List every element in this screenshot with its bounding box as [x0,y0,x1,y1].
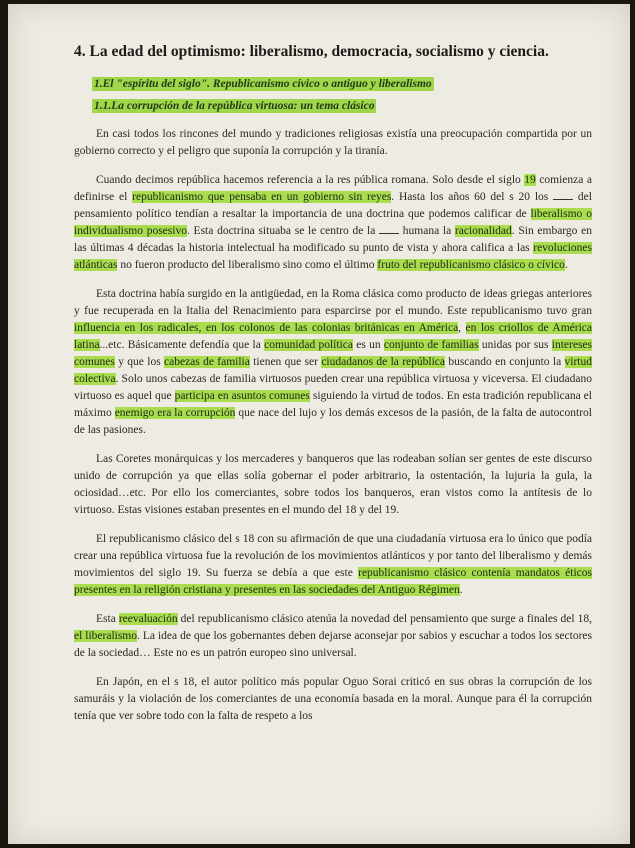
highlight: 19 [524,174,536,186]
highlight: participa en asuntos comunes [174,390,310,402]
highlight: virtud colectiva [74,356,592,385]
highlight: ciudadanos de la república [321,356,445,368]
highlight: revoluciones atlánticas [74,242,592,271]
book-page [8,4,630,844]
subheading-1 [92,74,592,94]
highlight: reevaluación [118,613,178,625]
paragraph-2: Cuando decimos república hacemos referencia a la res pública romana. Solo desde el siglo 19 comienza a definirse el republicanismo que pensaba en un gobierno sin reyes. Hasta los años 60 del s 20 los del pensamiento político tendían a resaltar la importancia de una doctrina que podemos calificar de liberalismo o individualismo posesivo. Esta doctrina situaba se le centro de la humana la racionalidad. Sin embargo en las últimas 4 décadas la historia intelectual ha modificado su punto de vista y ahora califica a las revoluciones atlánticas no fueron producto del liberalismo sino como el último fruto del republicanismo clásico o cívico. [74,174,592,271]
blank-line [553,189,573,200]
highlight: racionalidad [454,225,512,237]
paragraph-6: Esta reevaluación del republicanismo clásico atenúa la novedad del pensamiento que surge a finales del 18, el liberalismo. La idea de que los gobernantes deben dejarse aconsejar por sabios y escuchar a todos los sectores de la sociedad… Este no es un patrón europeo sino universal. [74,613,592,659]
paragraph-3: Esta doctrina había surgido en la antigüedad, en la Roma clásica como producto de ideas griegas anteriores y fue recuperada en la Italia del Renacimiento para esparcirse por el mundo. Este republicanismo tuvo gran influencia en los radicales, en los colonos de las colonias británicas en América, en los criollos de América latina...etc. Básicamente defendía que la comunidad política es un conjunto de familias unidas por sus intereses comunes y que los cabezas de familia tienen que ser ciudadanos de la república buscando en conjunto la virtud colectiva. Solo unos cabezas de familia virtuosos pueden crear una república virtuosa y viceversa. El ciudadano virtuoso es aquel que participa en asuntos comunes siguiendo la virtud de todos. En esta tradición republicana el máximo enemigo era la corrupción que nace del lujo y los demás excesos de la pasión, de la falta de autocontrol de las pasiones. [74,288,592,436]
paragraph-4: Las Coretes monárquicas y los mercaderes y banqueros que las rodeaban solían ser gentes de este discurso unido de corrupción ya que ellas solía gobernar el poder arbitrario, la ostentación, la lujuria la gula, la ociosidad…etc. Por ello los comerciantes, sobre todos los banqueros, eran vistos como la antítesis de lo virtuoso. Estas visiones estaban presentes en el mundo del 18 y del 19. [74,453,592,516]
subheading-2-text: 1.1.La corrupción de la república virtuosa: un tema clásico [94,100,375,112]
highlight: liberalismo o individualismo posesivo [74,208,592,237]
highlight: republicanismo que pensaba en un gobierno sin reyes [132,191,392,203]
highlight: comunidad política [264,339,353,351]
highlight: en los criollos de América latina [74,322,592,351]
highlight: conjunto de familias [383,339,479,351]
highlight: intereses comunes [74,339,592,368]
subheading-2 [92,96,592,116]
highlight: cabezas de familia [164,356,250,368]
paragraph-5: El republicanismo clásico del s 18 con su afirmación de que una ciudadanía virtuosa era lo único que podía crear una república virtuosa fue la revolución de los movimientos atlánticos y por tanto del liberalismo y demás movimientos del siglo 19. Su fuerza se debía a que este republicanismo clásico contenía mandatos éticos presentes en la religión cristiana y presentes en las sociedades del Antiguo Régimen. [74,533,592,596]
page-content [74,42,592,737]
highlight: republicanismo clásico contenía mandatos éticos presentes en la religión cristiana y presentes en las sociedades del Antiguo Régimen [74,567,592,596]
paragraph-7: En Japón, en el s 18, el autor político más popular Oguo Sorai criticó en sus obras la corrupción de los samuráis y la violación de los comerciantes de una economía basada en la moral. Aunque para él la corrupción tenía que ver sobre todo con la falta de respeto a los [74,676,592,722]
highlight: fruto del republicanismo clásico o cívico [377,259,565,271]
section-heading: 4. La edad del optimismo: liberalismo, democracia, socialismo y ciencia. [74,43,549,60]
paragraph-1: En casi todos los rincones del mundo y tradiciones religiosas existía una preocupación compartida por un gobierno correcto y el peligro que suponía la corrupción y la tiranía. [74,128,592,157]
highlight: el liberalismo [74,630,138,642]
highlight: influencia en los radicales, en los colonos de las colonias británicas en América [74,322,459,334]
blank-line [379,223,399,234]
subheading-1-text: 1.El "espíritu del siglo". Republicanismo cívico o antiguo y liberalismo [94,78,432,90]
highlight: enemigo era la corrupción [114,407,236,419]
